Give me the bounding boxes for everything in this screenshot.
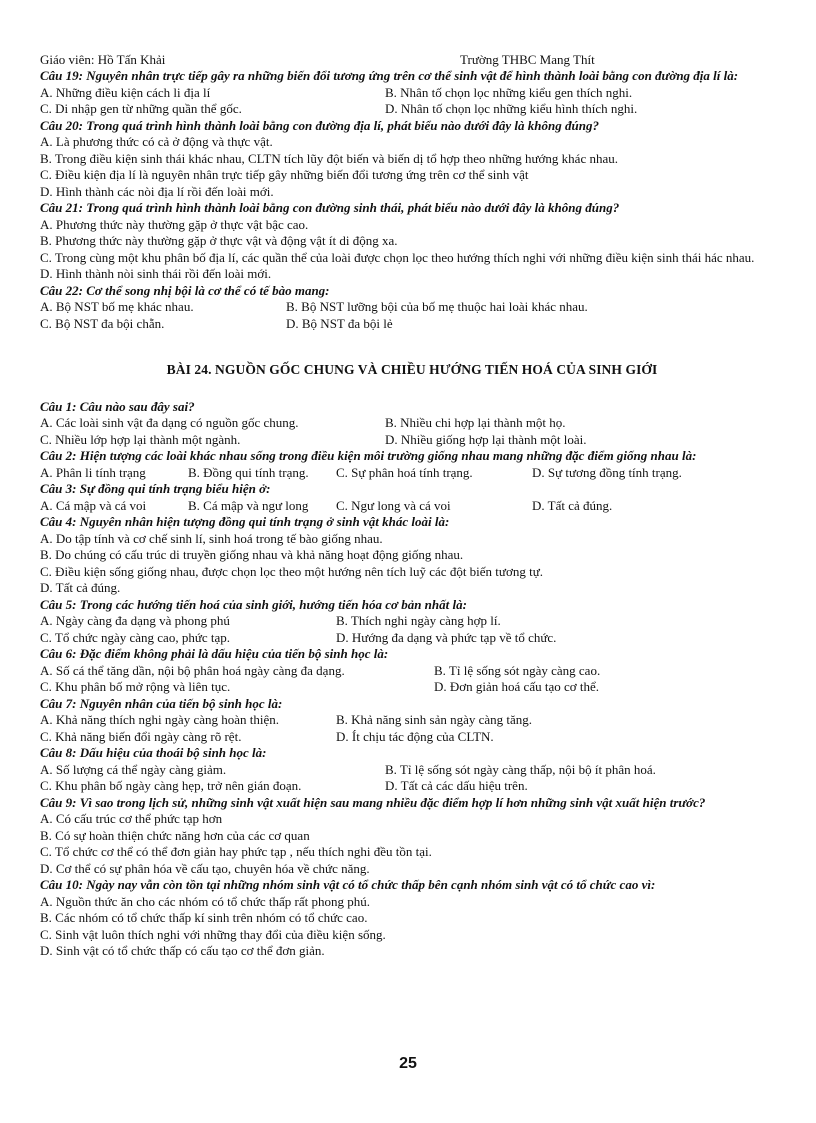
question-text: Câu 21: Trong quá trình hình thành loài bằng con đường sinh thái, phát biểu nào dưới đây là không đúng? [40, 200, 620, 215]
answer-option: A. Các loài sinh vật đa dạng có nguồn gốc chung. [40, 415, 299, 430]
answer-option: B. Bộ NST lưỡng bội của bố mẹ thuộc hai loài khác nhau. [286, 299, 588, 314]
answer-option: B. Cá mập và ngư long [188, 497, 309, 513]
question-text: Câu 1: Câu nào sau đây sai? [40, 398, 195, 414]
answer-option: D. Tất cả các dấu hiệu trên. [385, 778, 528, 793]
answer-row [40, 299, 784, 316]
answer-option: A. Khả năng thích nghi ngày càng hoàn thiện. [40, 712, 279, 727]
answer-option: C. Trong cùng một khu phân bố địa lí, các quần thể của loài được chọn lọc theo hướng thích nghi với những điều kiện sinh thái hác nhau. [40, 249, 755, 265]
answer-option: D. Hướng đa dạng và phức tạp về tổ chức. [336, 629, 557, 645]
answer-option: B. Tỉ lệ sống sót ngày càng cao. [434, 662, 601, 678]
answer-option: C. Điều kiện sống giống nhau, được chọn lọc theo một hướng nên tích luỹ các đột biến tương tự. [40, 563, 544, 579]
answer-option: A. Do tập tính và cơ chế sinh lí, sinh hoá trong tế bào giống nhau. [40, 530, 383, 546]
answer-option: B. Nhân tố chọn lọc những kiểu gen thích nghi. [385, 84, 633, 100]
answer-option: C. Tổ chức cơ thể có thể đơn giản hay phức tạp , nếu thích nghi đều tồn tại. [40, 844, 432, 859]
answer-option: C. Tổ chức ngày càng cao, phức tạp. [40, 629, 231, 645]
answer-option: A. Nguồn thức ăn cho các nhóm có tổ chức thấp rất phong phú. [40, 893, 370, 909]
question-block [40, 597, 784, 647]
answer-option: D. Nhiều giống hợp lại thành một loài. [385, 431, 587, 447]
answer-row [40, 663, 784, 680]
answer-option: C. Điều kiện địa lí là nguyên nhân trực tiếp gây những biến đổi tương ứng trên cơ thể sinh vật [40, 167, 529, 182]
question-block [40, 795, 784, 878]
answer-option: A. Phân li tính trạng [40, 464, 146, 480]
answer-option: B. Trong điều kiện sinh thái khác nhau, CLTN tích lũy đột biến và biến dị tổ hợp theo những hướng khác nhau. [40, 150, 618, 166]
answer-option: C. Ngư long và cá voi [336, 497, 451, 513]
question-text: Câu 5: Trong các hướng tiến hoá của sinh giới, hướng tiến hóa cơ bản nhất là: [40, 596, 467, 612]
question-text: Câu 6: Đặc điểm không phải là dấu hiệu của tiến bộ sinh học là: [40, 646, 389, 661]
answer-option: B. Các nhóm có tổ chức thấp kí sinh trên nhóm có tổ chức cao. [40, 910, 368, 925]
answer-option: D. Sinh vật có tổ chức thấp có cấu tạo cơ thể đơn giản. [40, 943, 325, 958]
question-block [40, 283, 784, 333]
answer-row [40, 498, 784, 515]
answer-row [40, 762, 784, 779]
answer-row [40, 101, 784, 118]
answer-option: B. Có sự hoàn thiện chức năng hơn của các cơ quan [40, 827, 310, 843]
question-block [40, 68, 784, 118]
answer-option: D. Sự tương đồng tính trạng. [532, 464, 682, 480]
question-text: Câu 9: Vì sao trong lịch sử, những sinh vật xuất hiện sau mang nhiều đặc điểm hợp lí hơn những sinh vật xuất hiện trước? [40, 794, 706, 810]
answer-option: B. Do chúng có cấu trúc di truyền giống nhau và khả năng hoạt động giống nhau. [40, 547, 464, 562]
question-block [40, 200, 784, 283]
question-text: Câu 2: Hiện tượng các loài khác nhau sống trong điều kiện môi trường giống nhau mang những đặc điểm giống nhau là: [40, 448, 697, 463]
answer-option: D. Bộ NST đa bội lẻ [286, 315, 393, 331]
answer-row [40, 465, 784, 482]
answer-option: A. Ngày càng đa dạng và phong phú [40, 613, 230, 628]
answer-option: D. Hình thành các nòi địa lí rồi đến loài mới. [40, 183, 274, 199]
answer-row [40, 729, 784, 746]
answer-option: A. Những điều kiện cách li địa lí [40, 84, 211, 100]
answer-option: C. Khả năng biến đổi ngày càng rõ rệt. [40, 728, 242, 744]
answer-row [40, 778, 784, 795]
question-text: Câu 3: Sự đồng qui tính trạng biểu hiện ở: [40, 481, 271, 496]
question-block [40, 696, 784, 746]
lesson-title: BÀI 24. NGUỒN GỐC CHUNG VÀ CHIỀU HƯỚNG TIẾN HOÁ CỦA SINH GIỚI [166, 362, 658, 377]
answer-option: B. Phương thức này thường gặp ở thực vật và động vật ít di động xa. [40, 233, 398, 248]
answer-option: A. Phương thức này thường gặp ở thực vật bậc cao. [40, 216, 309, 232]
answer-row [40, 630, 784, 647]
answer-option: C. Khu phân bố ngày càng hẹp, trở nên gián đoạn. [40, 778, 302, 793]
answer-option: C. Nhiều lớp hợp lại thành một ngành. [40, 431, 241, 447]
answer-option: D. Cơ thể có sự phân hóa về cấu tạo, chuyên hóa về chức năng. [40, 860, 370, 876]
answer-option: D. Tất cả đúng. [532, 497, 613, 513]
question-block [40, 646, 784, 696]
answer-row [40, 712, 784, 729]
answer-row [40, 85, 784, 102]
answer-option: C. Khu phân bố mở rộng và liên tục. [40, 679, 231, 694]
page-number: 25 [399, 1055, 417, 1072]
question-block [40, 745, 784, 795]
answer-row [40, 613, 784, 630]
answer-option: D. Tất cả đúng. [40, 580, 121, 595]
question-text: Câu 7: Nguyên nhân của tiến bộ sinh học là: [40, 695, 283, 711]
answer-option: B. Tỉ lệ sống sót ngày càng thấp, nội bộ ít phân hoá. [385, 761, 656, 777]
answer-row [40, 679, 784, 696]
answer-option: C. Bộ NST đa bội chẵn. [40, 315, 165, 331]
teacher-name: Giáo viên: Hồ Tấn Khải [40, 52, 166, 67]
question-block [40, 481, 784, 514]
answer-option: B. Thích nghi ngày càng hợp lí. [336, 613, 501, 628]
answer-option: D. Ít chịu tác động của CLTN. [336, 728, 494, 744]
answer-option: C. Di nhập gen từ những quần thể gốc. [40, 101, 242, 116]
answer-option: D. Hình thành nòi sinh thái rồi đến loài mới. [40, 266, 272, 281]
question-text: Câu 19: Nguyên nhân trực tiếp gây ra những biến đổi tương ứng trên cơ thể sinh vật để hình thành loài bằng con đường địa lí là: [40, 68, 739, 83]
question-block [40, 877, 784, 960]
question-text: Câu 20: Trong quá trình hình thành loài bằng con đường địa lí, phát biểu nào dưới đây là không đúng? [40, 117, 599, 133]
question-text: Câu 10: Ngày nay vẫn còn tồn tại những nhóm sinh vật có tổ chức thấp bên cạnh nhóm sinh vật có tổ chức cao vì: [40, 877, 656, 892]
question-block [40, 118, 784, 201]
answer-option: A. Số lượng cá thể ngày càng giảm. [40, 761, 227, 777]
question-block [40, 448, 784, 481]
page-content [40, 68, 784, 960]
answer-option: A. Bộ NST bố mẹ khác nhau. [40, 299, 194, 314]
school-name: Trường THBC Mang Thít [460, 52, 595, 67]
question-block [40, 399, 784, 449]
answer-option: C. Sự phân hoá tính trạng. [336, 464, 473, 480]
answer-option: A. Là phương thức có cả ở động và thực vật. [40, 134, 273, 149]
question-text: Câu 22: Cơ thể song nhị bội là cơ thể có tế bào mang: [40, 282, 330, 298]
question-block [40, 514, 784, 597]
answer-row [40, 432, 784, 449]
page-header [40, 52, 776, 68]
question-text: Câu 8: Dấu hiệu của thoái bộ sinh học là: [40, 745, 267, 760]
answer-option: B. Khả năng sinh sản ngày càng tăng. [336, 712, 533, 727]
answer-row [40, 316, 784, 333]
answer-option: A. Cá mập và cá voi [40, 497, 147, 513]
answer-option: A. Có cấu trúc cơ thể phức tạp hơn [40, 811, 223, 826]
answer-option: D. Nhân tố chọn lọc những kiểu hình thích nghi. [385, 101, 638, 116]
answer-option: B. Đồng qui tính trạng. [188, 464, 309, 480]
answer-row [40, 415, 784, 432]
question-text: Câu 4: Nguyên nhân hiện tượng đồng qui tính trạng ở sinh vật khác loài là: [40, 514, 450, 529]
answer-option: B. Nhiều chi hợp lại thành một họ. [385, 415, 566, 430]
answer-option: A. Số cá thể tăng dần, nội bộ phân hoá ngày càng đa dạng. [40, 662, 345, 678]
answer-option: D. Đơn giản hoá cấu tạo cơ thể. [434, 679, 600, 694]
answer-option: C. Sinh vật luôn thích nghi với những thay đổi của điều kiện sống. [40, 926, 386, 942]
